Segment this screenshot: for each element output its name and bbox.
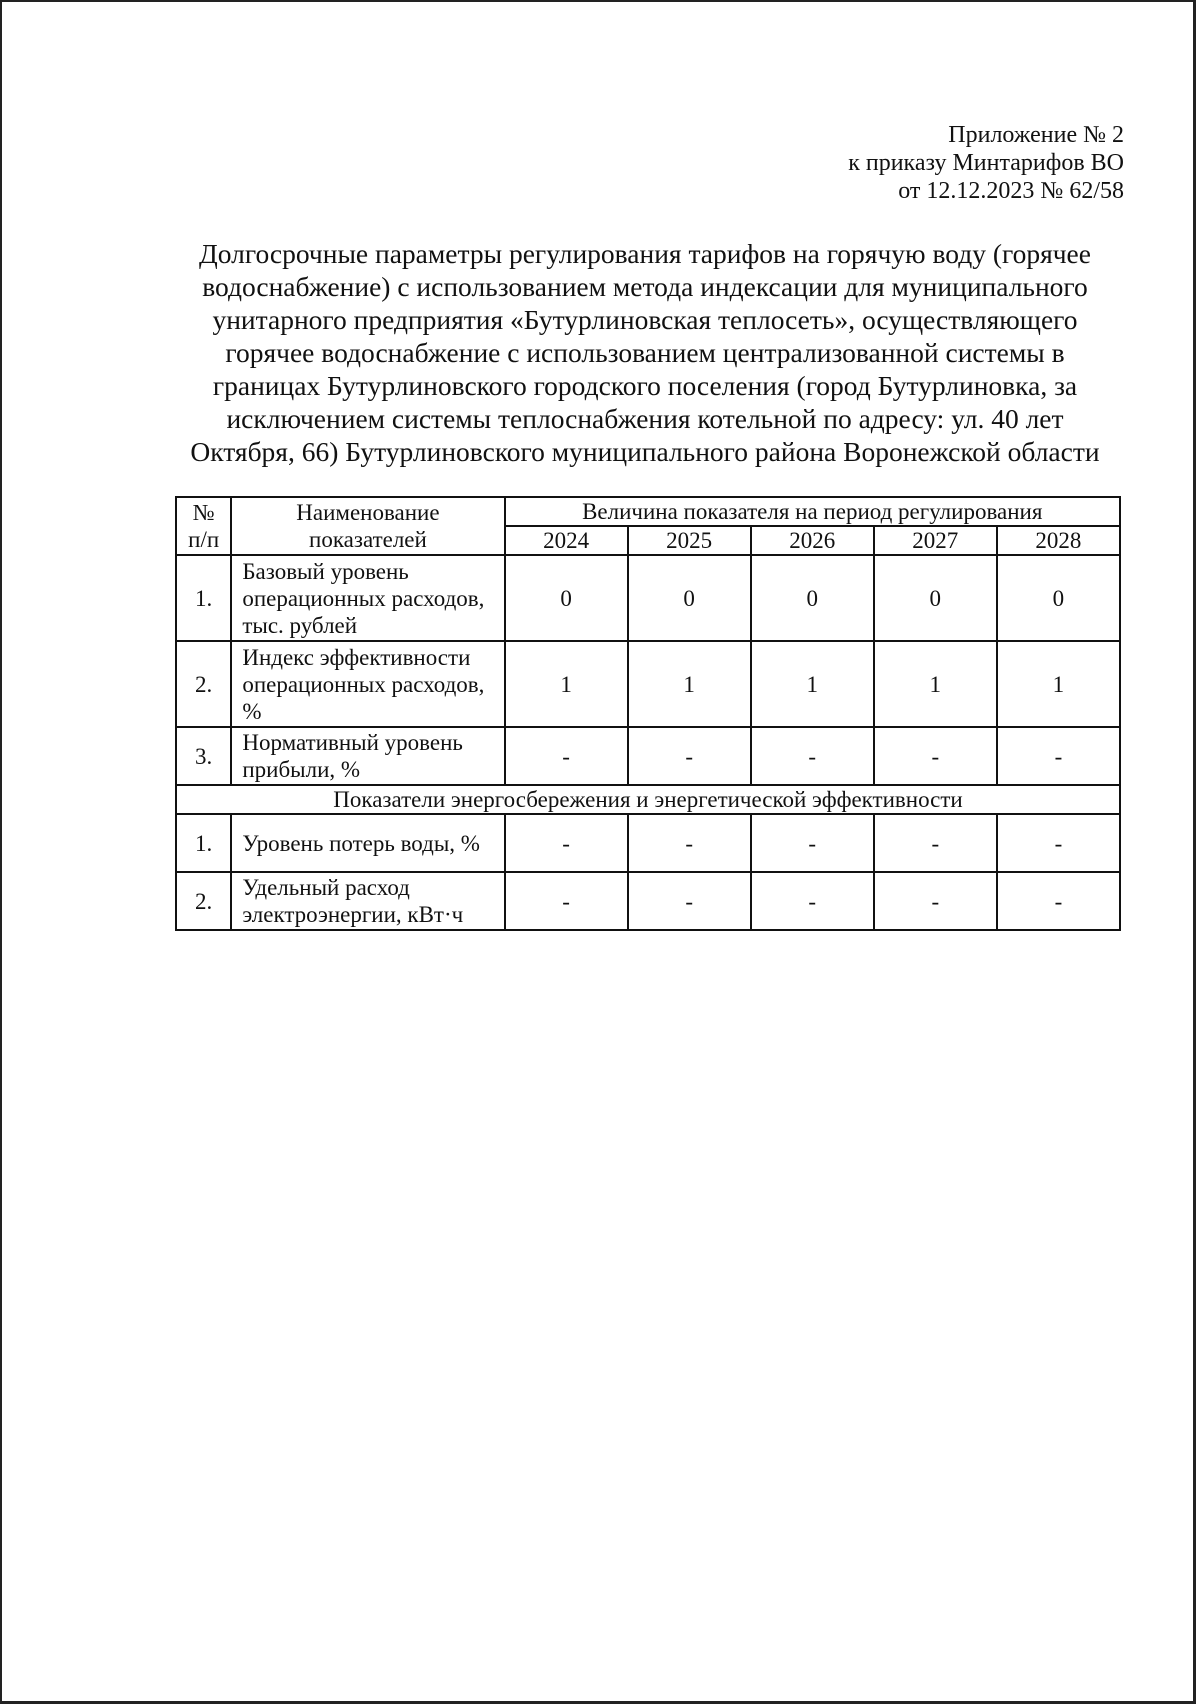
row-value: -	[751, 814, 874, 872]
header-num: № п/п	[176, 497, 231, 555]
header-year: 2026	[751, 526, 874, 555]
header-period: Величина показателя на период регулирования	[505, 497, 1120, 526]
document-title	[160, 237, 1130, 468]
title-line: горячее водоснабжение с использованием централизованной системы в	[225, 337, 1065, 368]
row-value: 1	[874, 641, 997, 727]
header-year: 2025	[628, 526, 751, 555]
row-num: 2.	[176, 872, 231, 930]
row-value: 1	[505, 641, 628, 727]
row-num: 1.	[176, 555, 231, 641]
row-num: 3.	[176, 727, 231, 785]
appendix-number: Приложение № 2	[948, 122, 1124, 148]
title-line: водоснабжение) с использованием метода индексации для муниципального	[202, 271, 1088, 302]
table-row	[176, 814, 1120, 872]
row-value: 0	[751, 555, 874, 641]
row-value: -	[505, 872, 628, 930]
row-value: -	[628, 814, 751, 872]
row-name: Нормативный уровень прибыли, %	[231, 727, 504, 785]
header-name: Наименование показателей	[231, 497, 504, 555]
row-value: 0	[874, 555, 997, 641]
table-row	[176, 727, 1120, 785]
row-value: -	[874, 872, 997, 930]
row-value: -	[505, 814, 628, 872]
row-value: 1	[751, 641, 874, 727]
row-value: 1	[997, 641, 1120, 727]
appendix-reference	[848, 121, 1124, 205]
row-value: -	[505, 727, 628, 785]
row-value: -	[997, 727, 1120, 785]
row-num: 2.	[176, 641, 231, 727]
title-line: границах Бутурлиновского городского поселения (город Бутурлиновка, за	[212, 370, 1078, 401]
appendix-date: от 12.12.2023 № 62/58	[898, 178, 1124, 204]
header-year: 2028	[997, 526, 1120, 555]
row-value: -	[997, 814, 1120, 872]
title-line: Октября, 66) Бутурлиновского муниципального района Воронежской области	[190, 436, 1100, 467]
title-line: унитарного предприятия «Бутурлиновская теплосеть», осуществляющего	[212, 304, 1078, 335]
row-value: 0	[505, 555, 628, 641]
section-row	[176, 785, 1120, 814]
row-value: 1	[628, 641, 751, 727]
title-line: Долгосрочные параметры регулирования тарифов на горячую воду (горячее	[199, 238, 1091, 269]
appendix-order: к приказу Минтарифов ВО	[848, 150, 1124, 176]
row-name: Уровень потерь воды, %	[231, 814, 504, 872]
section-title: Показатели энергосбережения и энергетической эффективности	[176, 785, 1120, 814]
parameters-table	[175, 496, 1121, 931]
row-name: Удельный расход электроэнергии, кВт·ч	[231, 872, 504, 930]
row-value: -	[628, 727, 751, 785]
table-row	[176, 641, 1120, 727]
row-name: Индекс эффективности операционных расходов, %	[231, 641, 504, 727]
row-value: -	[997, 872, 1120, 930]
table-row	[176, 555, 1120, 641]
table-row	[176, 872, 1120, 930]
table-header-row	[176, 497, 1120, 526]
row-value: -	[751, 727, 874, 785]
row-num: 1.	[176, 814, 231, 872]
header-year: 2024	[505, 526, 628, 555]
row-value: 0	[628, 555, 751, 641]
row-value: -	[874, 727, 997, 785]
row-value: 0	[997, 555, 1120, 641]
row-value: -	[751, 872, 874, 930]
title-line: исключением системы теплоснабжения котельной по адресу: ул. 40 лет	[226, 403, 1064, 434]
row-value: -	[874, 814, 997, 872]
header-year: 2027	[874, 526, 997, 555]
row-value: -	[628, 872, 751, 930]
row-name: Базовый уровень операционных расходов, тыс. рублей	[231, 555, 504, 641]
